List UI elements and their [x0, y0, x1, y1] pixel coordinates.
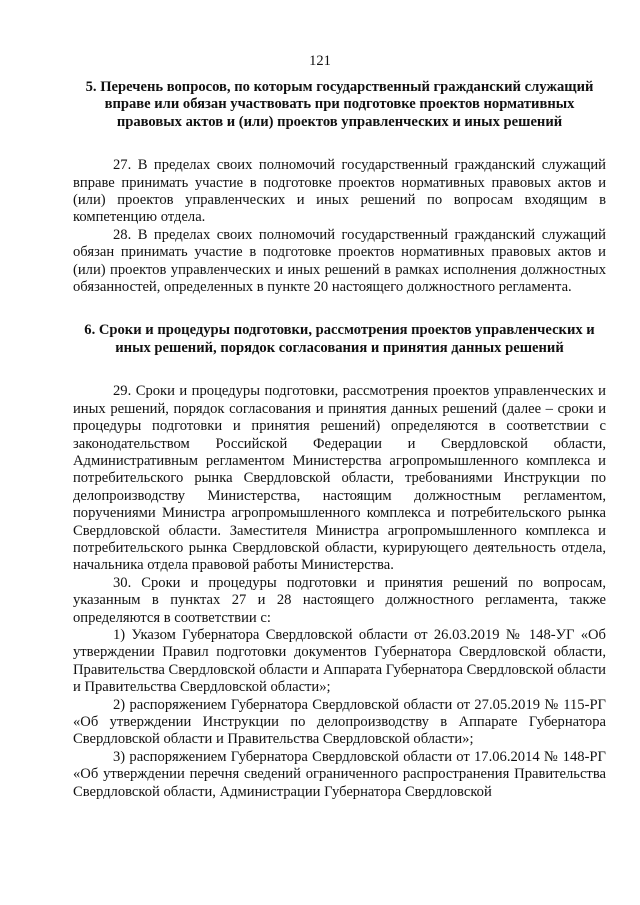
- page-content: [73, 79, 606, 801]
- section-5-heading: 5. Перечень вопросов, по которым государственный гражданский служащий вправе или обязан участвовать при подготовке проектов нормативных правовых актов и (или) проектов управленческих и иных решений: [85, 79, 594, 130]
- page-number: 121: [309, 53, 331, 69]
- paragraph-30: 30. Сроки и процедуры подготовки и принятия решений по вопросам, указанным в пунктах 27 и 28 настоящего должностного регламента, также определяются в соответствии с:: [73, 574, 606, 626]
- list-item-2: 2) распоряжением Губернатора Свердловской области от 27.05.2019 № 115-РГ «Об утверждении Инструкции по делопроизводству в Аппарате Губернатора Свердловской области и Правительства Свердловской области»;: [73, 696, 606, 748]
- list-item-1: 1) Указом Губернатора Свердловской области от 26.03.2019 № 148-УГ «Об утверждении Правил подготовки документов Губернатора Свердловской области, Правительства Свердловской области и Аппарата Губернатора Свердловской области и Правительства Свердловской области»;: [73, 626, 606, 696]
- paragraph-28: 28. В пределах своих полномочий государственный гражданский служащий обязан принимать участие в подготовке проектов нормативных правовых актов и (или) проектов управленческих и иных решений в рамках исполнения должностных обязанностей, определенных в пункте 20 настоящего должностного регламента.: [73, 226, 606, 296]
- list-item-3: 3) распоряжением Губернатора Свердловской области от 17.06.2014 № 148-РГ «Об утверждении перечня сведений ограниченного распространения Правительства Свердловской области, Администрации Губернатора Свердловской: [73, 748, 606, 800]
- paragraph-29: 29. Сроки и процедуры подготовки, рассмотрения проектов управленческих и иных решений, порядок согласования и принятия данных решений (далее – сроки и процедуры подготовки и принятия решений) определяются в соответствии с законодательством Российской Федерации и Свердловской области, Административным регламентом Министерства агропромышленного комплекса и потребительского рынка Свердловской области, требованиями Инструкции по делопроизводству Министерства, настоящим должностным регламентом, поручениями Министра агропромышленного комплекса и потребительского рынка Свердловской области. Заместителя Министра агропромышленного комплекса и потребительского рынка Свердловской области, курирующего деятельность отдела, начальника отдела правовой работы Министерства.: [73, 383, 606, 574]
- paragraph-27: 27. В пределах своих полномочий государственный гражданский служащий вправе принимать участие в подготовке проектов нормативных правовых актов и (или) проектов управленческих и иных решений по вопросам входящим в компетенцию отдела.: [73, 157, 606, 226]
- section-6-heading: 6. Сроки и процедуры подготовки, рассмотрения проектов управленческих и иных решений, порядок согласования и принятия данных решений: [84, 322, 595, 356]
